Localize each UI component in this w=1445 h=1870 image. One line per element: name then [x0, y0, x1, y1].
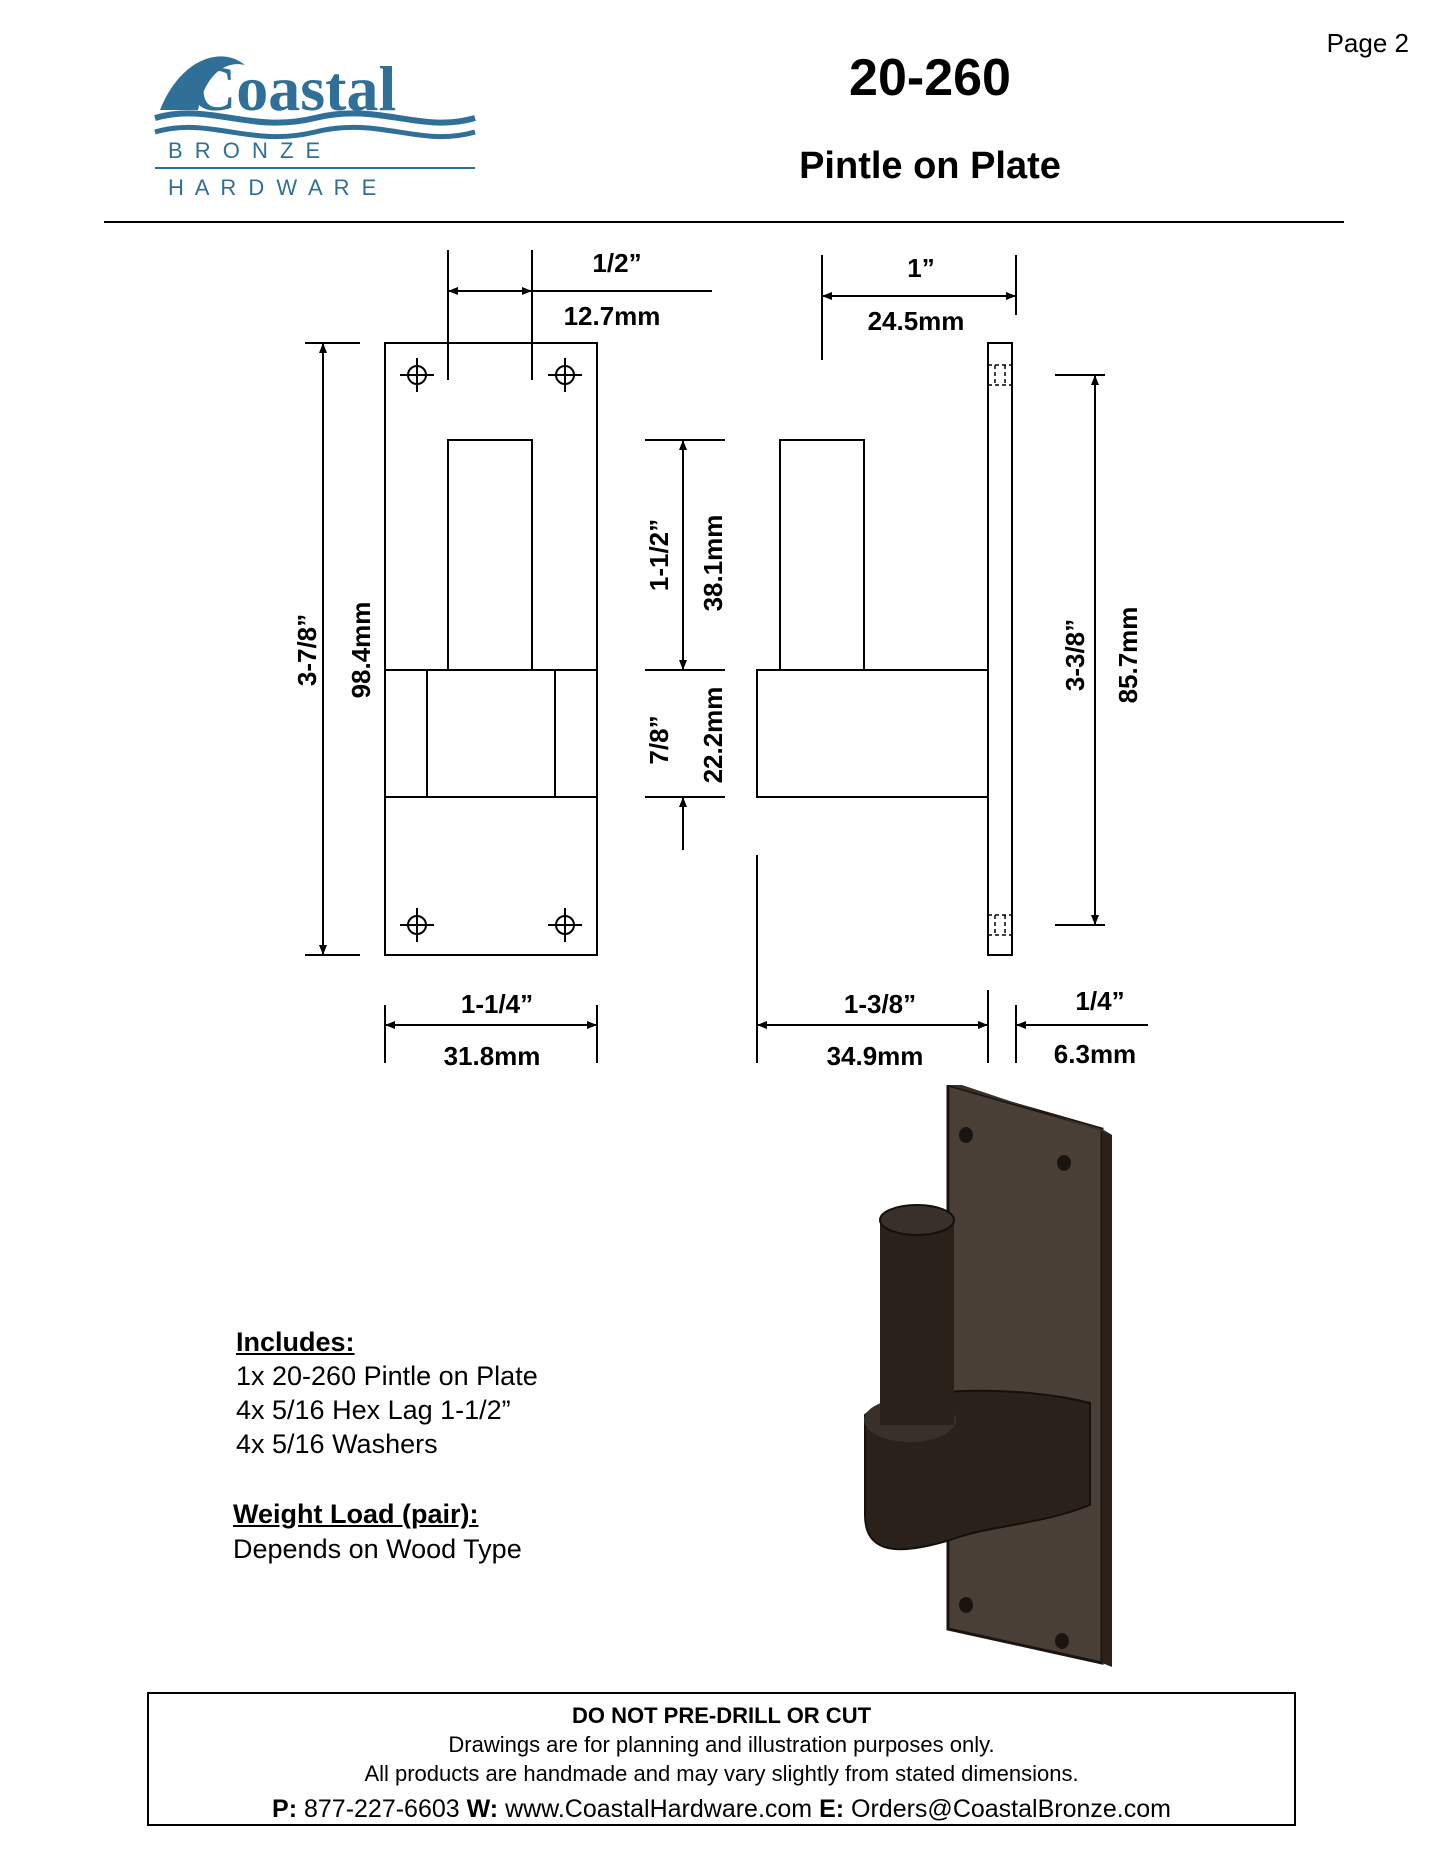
- dim-holes-in: 3-3/8”: [1060, 618, 1090, 692]
- model-number: 20-260: [849, 49, 1011, 107]
- side-pin: [780, 440, 864, 670]
- weight-value: Depends on Wood Type: [233, 1534, 522, 1564]
- side-plate: [988, 343, 1012, 955]
- screw-hole-icon: [400, 908, 434, 942]
- logo-wordmark: Coastal: [190, 53, 397, 124]
- dim-width-in: 1-1/4”: [460, 989, 534, 1019]
- dim-pin-in: 1-1/2”: [644, 518, 674, 592]
- dim-knuckle-in: 7/8”: [644, 715, 674, 765]
- contact-line: P: 877-227-6603 W: www.CoastalHardware.com E: Orders@CoastalBronze.com: [272, 1795, 1171, 1823]
- coastal-bronze-logo: [150, 40, 480, 205]
- dim-knuckle-mm: 22.2mm: [698, 686, 728, 784]
- note-text: All products are handmade and may vary slightly from stated dimensions.: [364, 1761, 1079, 1786]
- list-item: 1x 20-260 Pintle on Plate: [236, 1361, 538, 1391]
- logo-hardware: H A R D W A R E: [168, 175, 380, 200]
- dim-depth-mm: 34.9mm: [826, 1041, 924, 1071]
- phone-number: 877-227-6603: [303, 1795, 460, 1823]
- technical-drawing: [0, 230, 1445, 1080]
- includes-heading: Includes:: [236, 1327, 355, 1357]
- side-knuckle: [757, 670, 988, 797]
- logo-bronze: B R O N Z E: [168, 138, 324, 163]
- dim-top-left-in: 1/2”: [592, 248, 642, 278]
- dim-height-in: 3-7/8”: [292, 613, 322, 687]
- dim-width-mm: 31.8mm: [443, 1041, 541, 1071]
- dim-pin-mm: 38.1mm: [698, 514, 728, 612]
- list-item: 4x 5/16 Washers: [236, 1429, 438, 1459]
- footer-notice: [147, 1692, 1296, 1826]
- front-plate: [385, 343, 597, 955]
- warning-text: DO NOT PRE-DRILL OR CUT: [571, 1703, 872, 1728]
- list-item: 4x 5/16 Hex Lag 1-1/2”: [236, 1395, 511, 1425]
- includes-section: [236, 1325, 538, 1461]
- dim-plate-mm: 6.3mm: [1053, 1039, 1137, 1069]
- website-link[interactable]: www.CoastalHardware.com: [505, 1795, 813, 1823]
- dim-depth-in: 1-3/8”: [843, 989, 917, 1019]
- screw-hole-icon: [548, 358, 582, 392]
- header-divider: [104, 221, 1344, 223]
- dim-top-left-mm: 12.7mm: [563, 301, 661, 331]
- email-link[interactable]: Orders@CoastalBronze.com: [851, 1795, 1171, 1823]
- pintle-render-image: [840, 1085, 1120, 1670]
- weight-heading: Weight Load (pair):: [233, 1499, 479, 1529]
- page-number: Page 2: [1326, 28, 1409, 58]
- front-pin: [448, 440, 532, 670]
- screw-hole-icon: [548, 908, 582, 942]
- dim-holes-mm: 85.7mm: [1113, 606, 1143, 704]
- weight-section: [233, 1497, 522, 1567]
- product-name: Pintle on Plate: [799, 145, 1061, 187]
- screw-hole-icon: [400, 358, 434, 392]
- dim-top-right-in: 1”: [907, 253, 935, 283]
- dim-plate-in: 1/4”: [1075, 986, 1125, 1016]
- dim-top-right-mm: 24.5mm: [867, 306, 965, 336]
- note-text: Drawings are for planning and illustration purposes only.: [448, 1732, 995, 1757]
- dim-height-mm: 98.4mm: [346, 601, 376, 699]
